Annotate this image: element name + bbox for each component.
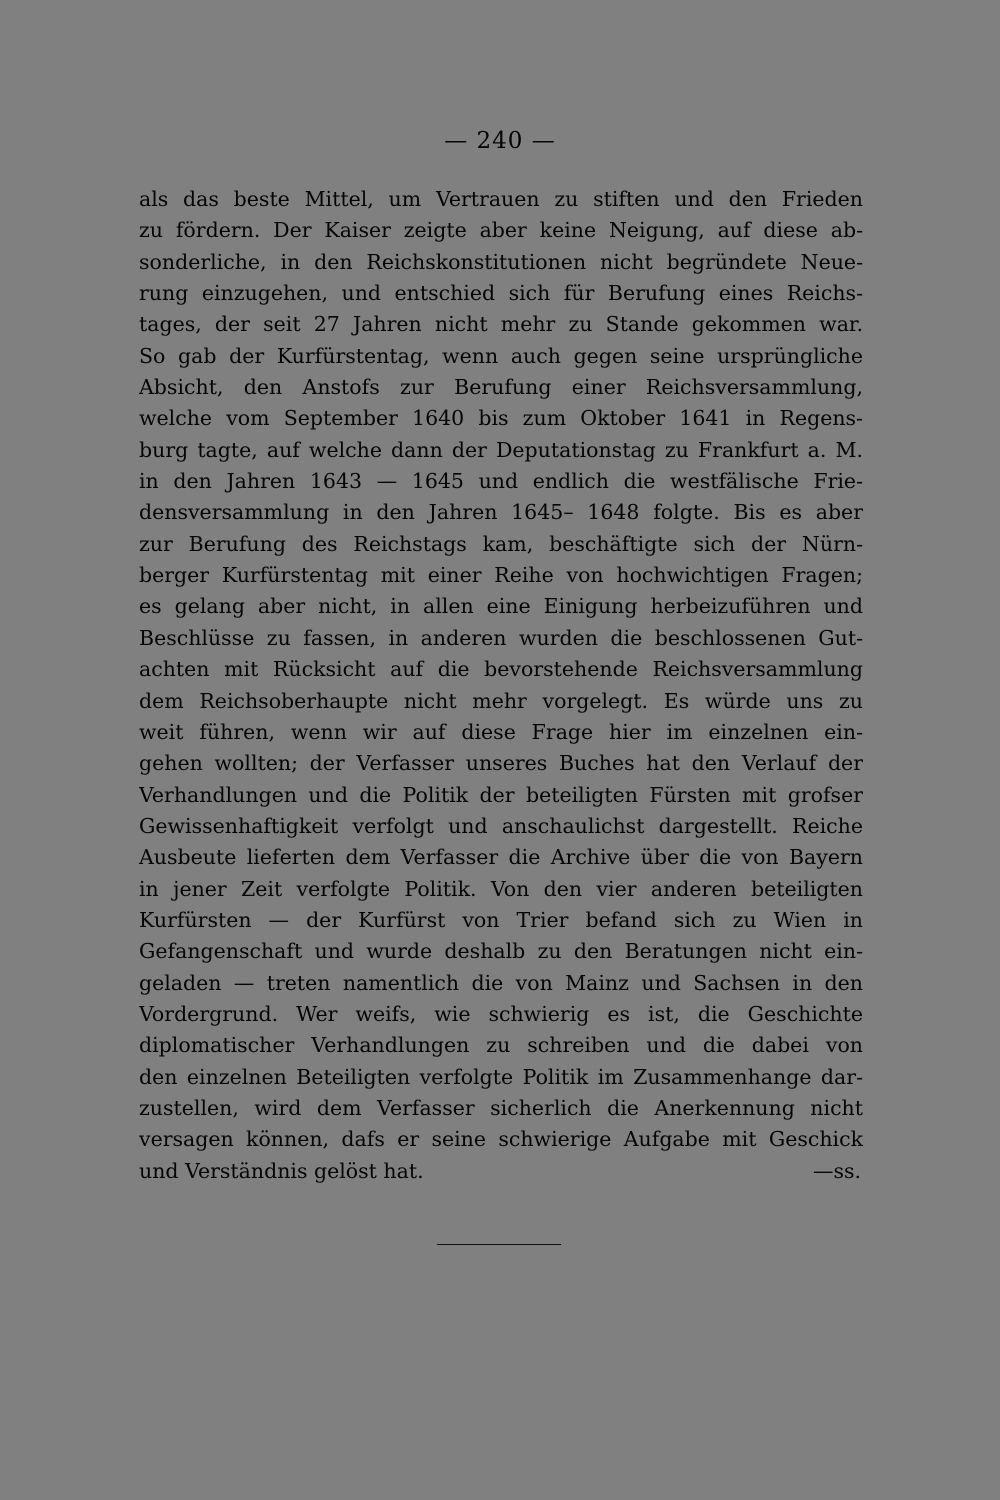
text-line-last bbox=[139, 1156, 863, 1187]
page-number: — 240 — bbox=[444, 128, 556, 154]
text-line: welche vom September 1640 bis zum Oktober 1641 in Regens- bbox=[139, 406, 863, 431]
text-line: den einzelnen Beteiligten verfolgte Politik im Zusammenhange dar- bbox=[139, 1064, 863, 1089]
text-line: tages, der seit 27 Jahren nicht mehr zu Stande gekommen war. bbox=[139, 312, 863, 337]
text-line: Gefangenschaft und wurde deshalb zu den Beratungen nicht ein- bbox=[139, 939, 863, 964]
text-line: es gelang aber nicht, in allen eine Einigung herbeizuführen und bbox=[139, 594, 863, 619]
text-line: berger Kurfürstentag mit einer Reihe von hochwichtigen Fragen; bbox=[139, 563, 863, 588]
text-line: gehen wollten; der Verfasser unseres Buches hat den Verlauf der bbox=[139, 751, 863, 776]
text-line: als das beste Mittel, um Vertrauen zu stiften und den Frieden bbox=[139, 187, 863, 211]
text-line: Verhandlungen und die Politik der beteiligten Fürsten mit grofser bbox=[139, 782, 863, 807]
review-paragraph bbox=[139, 184, 863, 1187]
text-line: diplomatischer Verhandlungen zu schreiben und die dabei von bbox=[139, 1033, 863, 1058]
text-line: weit führen, wenn wir auf diese Frage hier im einzelnen ein- bbox=[139, 719, 863, 744]
text-line: Kurfürsten — der Kurfürst von Trier befand sich zu Wien in bbox=[139, 907, 863, 932]
text-line: zu fördern. Der Kaiser zeigte aber keine Neigung, auf diese ab- bbox=[139, 218, 863, 243]
reviewer-signature: —ss. bbox=[812, 1158, 861, 1183]
section-divider bbox=[437, 1244, 561, 1245]
text-line: rung einzugehen, und entschied sich für Berufung eines Reichs- bbox=[139, 281, 863, 306]
text-line: dem Reichsoberhaupte nicht mehr vorgelegt. Es würde uns zu bbox=[139, 688, 863, 713]
text-line: sonderliche, in den Reichskonstitutionen nicht begründete Neue- bbox=[139, 249, 863, 274]
text-line: Vordergrund. Wer weifs, wie schwierig es ist, die Geschichte bbox=[139, 1001, 863, 1026]
text-line: zustellen, wird dem Verfasser sicherlich die Anerkennung nicht bbox=[139, 1095, 863, 1120]
text-line: in den Jahren 1643 — 1645 und endlich die westfälische Frie- bbox=[139, 469, 863, 494]
text-line: geladen — treten namentlich die von Mainz und Sachsen in den bbox=[139, 970, 863, 995]
text-line: achten mit Rücksicht auf die bevorstehende Reichsversammlung bbox=[139, 657, 863, 682]
text-line: So gab der Kurfürstentag, wenn auch gegen seine ursprüngliche bbox=[139, 343, 863, 368]
text-line: burg tagte, auf welche dann der Deputationstag zu Frankfurt a. M. bbox=[139, 437, 863, 462]
closing-text: und Verständnis gelöst hat. bbox=[139, 1158, 424, 1183]
text-line: Ausbeute lieferten dem Verfasser die Archive über die von Bayern bbox=[139, 845, 863, 870]
text-line: Beschlüsse zu fassen, in anderen wurden die beschlossenen Gut- bbox=[139, 625, 863, 650]
text-line: versagen können, dafs er seine schwierige Aufgabe mit Geschick bbox=[139, 1127, 863, 1152]
text-line: in jener Zeit verfolgte Politik. Von den vier anderen beteiligten bbox=[139, 876, 863, 901]
text-line: Gewissenhaftigkeit verfolgt und anschaulichst dargestellt. Reiche bbox=[139, 813, 863, 838]
text-line: densversammlung in den Jahren 1645– 1648 folgte. Bis es aber bbox=[139, 500, 863, 525]
text-line: zur Berufung des Reichstags kam, beschäftigte sich der Nürn- bbox=[139, 531, 863, 556]
text-line: Absicht, den Anstofs zur Berufung einer Reichsversammlung, bbox=[139, 375, 863, 400]
